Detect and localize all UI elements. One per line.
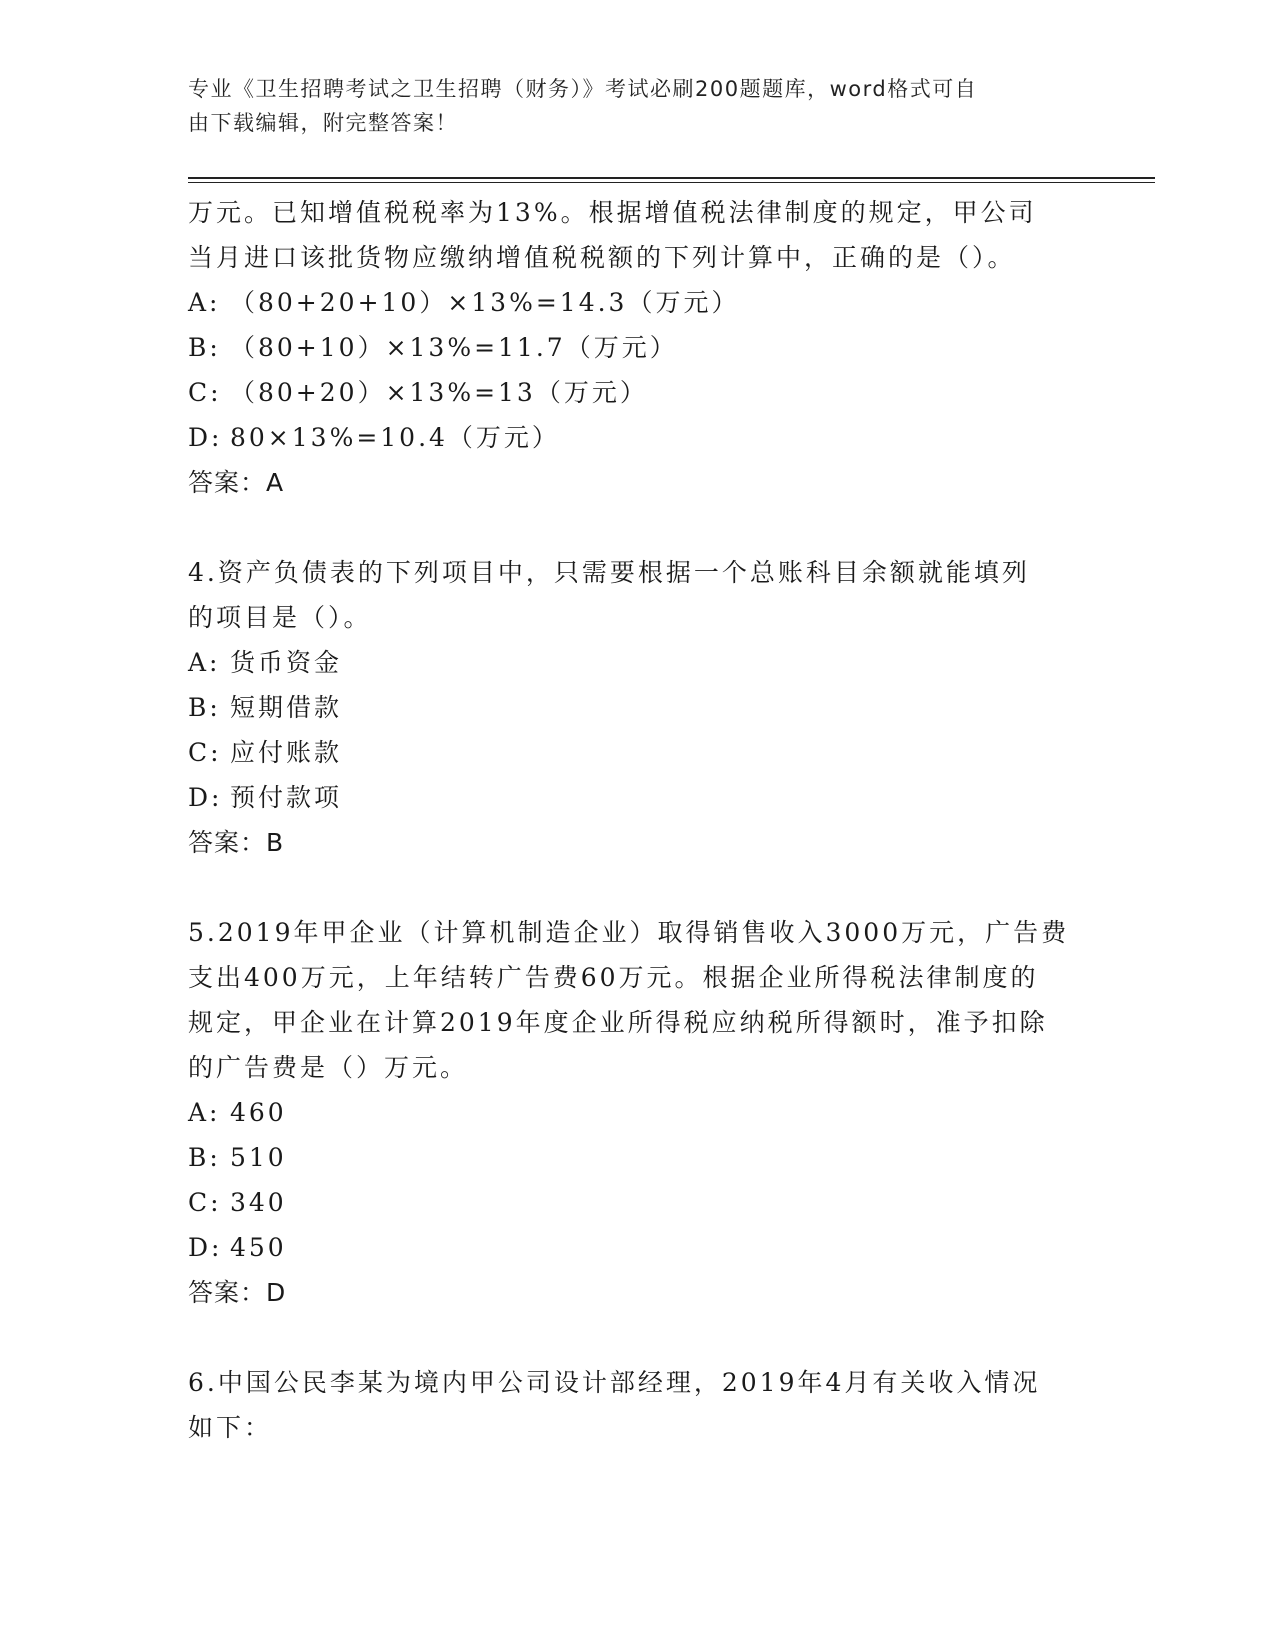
option-letter: C:	[188, 738, 222, 767]
option-text: 预付款项	[230, 783, 343, 812]
option-text: 货币资金	[230, 648, 343, 677]
answer-line: 答案：B	[188, 828, 285, 857]
option-b	[188, 325, 1088, 370]
option-text: 510	[230, 1143, 287, 1172]
option-letter: C:	[188, 1188, 222, 1217]
question-text-line: 的广告费是（）万元。	[188, 1053, 469, 1082]
option-text: 80×13%=10.4（万元）	[230, 423, 560, 452]
option-letter: D:	[188, 1233, 223, 1262]
option-letter: B:	[188, 1143, 221, 1172]
question-text-line: 5.2019年甲企业（计算机制造企业）取得销售收入3000万元，广告费	[188, 918, 1070, 947]
question-text-line: 6.中国公民李某为境内甲公司设计部经理，2019年4月有关收入情况	[188, 1368, 1041, 1397]
option-text: 短期借款	[230, 693, 343, 722]
document-body	[188, 190, 1088, 1450]
question-6	[188, 1360, 1088, 1450]
header-divider	[188, 177, 1155, 179]
option-text: （80+10）×13%=11.7（万元）	[230, 333, 678, 362]
option-b	[188, 1135, 1088, 1180]
option-c	[188, 730, 1088, 775]
option-a	[188, 1090, 1088, 1135]
option-letter: B:	[188, 693, 221, 722]
option-text: （80+20+10）×13%=14.3（万元）	[230, 288, 740, 317]
header-line-1: 专业《卫生招聘考试之卫生招聘（财务）》考试必刷200题题库，word格式可自	[188, 77, 978, 101]
option-text: （80+20）×13%=13（万元）	[230, 378, 648, 407]
option-letter: D:	[188, 423, 223, 452]
option-text: 应付账款	[230, 738, 343, 767]
question-4	[188, 550, 1088, 865]
answer-line: 答案：D	[188, 1278, 287, 1307]
option-letter: B:	[188, 333, 221, 362]
option-d	[188, 775, 1088, 820]
question-5	[188, 910, 1088, 1315]
answer-line: 答案：A	[188, 468, 285, 497]
option-d	[188, 415, 1088, 460]
option-text: 450	[230, 1233, 287, 1262]
option-c	[188, 370, 1088, 415]
question-text-line: 当月进口该批货物应缴纳增值税税额的下列计算中，正确的是（）。	[188, 243, 1016, 272]
question-text-line: 支出400万元，上年结转广告费60万元。根据企业所得税法律制度的	[188, 963, 1039, 992]
document-header	[188, 72, 1088, 140]
option-letter: A:	[188, 1098, 221, 1127]
option-letter: A:	[188, 648, 221, 677]
option-text: 340	[230, 1188, 287, 1217]
question-text-line: 4.资产负债表的下列项目中，只需要根据一个总账科目余额就能填列	[188, 558, 1030, 587]
question-text-line: 万元。已知增值税税率为13%。根据增值税法律制度的规定，甲公司	[188, 198, 1037, 227]
question-text-line: 的项目是（）。	[188, 603, 372, 632]
option-c	[188, 1180, 1088, 1225]
option-letter: A:	[188, 288, 221, 317]
question-text-line: 规定，甲企业在计算2019年度企业所得税应纳税所得额时，准予扣除	[188, 1008, 1048, 1037]
question-3-continued	[188, 190, 1088, 505]
option-a	[188, 640, 1088, 685]
option-b	[188, 685, 1088, 730]
option-letter: D:	[188, 783, 223, 812]
option-a	[188, 280, 1088, 325]
option-letter: C:	[188, 378, 222, 407]
header-divider-thin	[188, 182, 1155, 183]
header-line-2: 由下载编辑，附完整答案！	[188, 111, 458, 135]
option-text: 460	[230, 1098, 287, 1127]
question-text-line: 如下：	[188, 1413, 273, 1442]
option-d	[188, 1225, 1088, 1270]
